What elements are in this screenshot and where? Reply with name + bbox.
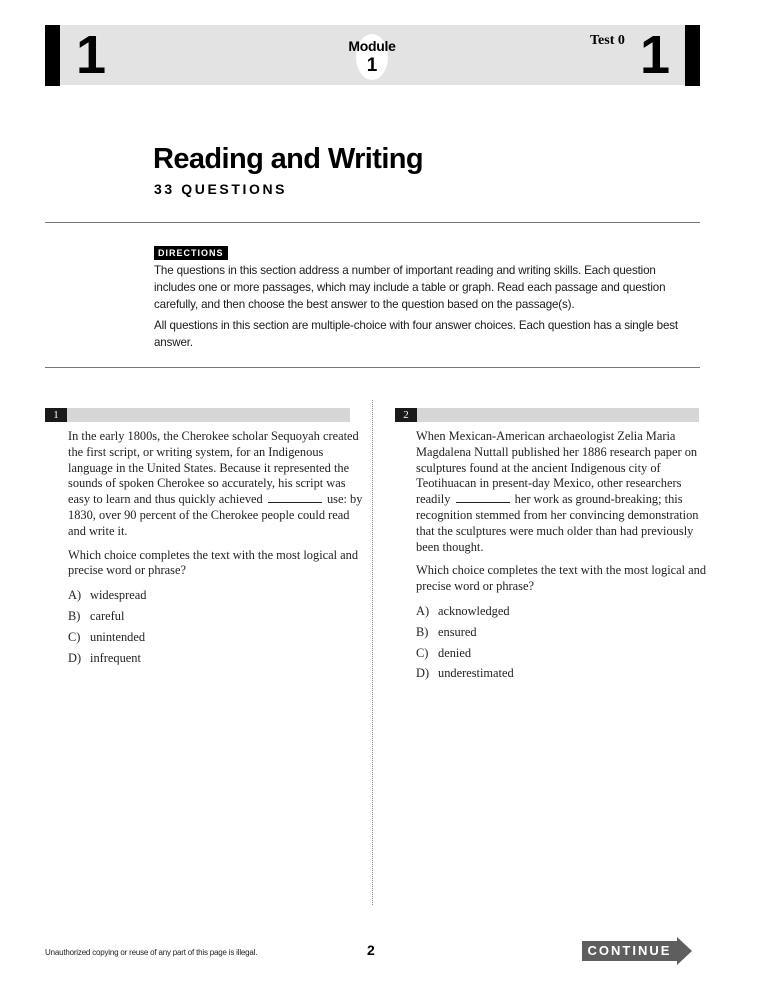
choice-b[interactable]	[416, 625, 716, 646]
section-number-right: 1	[640, 25, 671, 85]
question-2	[416, 429, 716, 687]
right-edge-bar	[685, 25, 700, 86]
question-1-number: 1	[45, 408, 67, 422]
directions-paragraph-1: The questions in this section address a number of important reading and writing skills. Each question includes one or more passages, which may include a table or graph. Read each passage and question carefully, and then choose the best answer to the question based on the passage(s).	[154, 264, 666, 311]
fill-in-blank	[268, 492, 322, 503]
divider-top	[45, 222, 700, 223]
section-number-left: 1	[76, 25, 107, 85]
choice-d[interactable]	[68, 651, 368, 672]
passage-text-after-blank: her work as ground-breaking; this recognition stemmed from her convincing demonstration that the sculptures were much older than had previously been thought.	[416, 492, 699, 554]
module-label: Module	[348, 38, 396, 54]
continue-label: CONTINUE	[587, 943, 672, 958]
column-divider	[372, 400, 373, 905]
divider-bottom	[45, 367, 700, 368]
left-edge-bar	[45, 25, 60, 86]
page-title: Reading and Writing	[153, 143, 424, 175]
question-1-prompt: Which choice completes the text with the most logical and precise word or phrase?	[68, 547, 359, 578]
question-2-prompt: Which choice completes the text with the most logical and precise word or phrase?	[416, 563, 707, 594]
question-count: 33 QUESTIONS	[154, 181, 288, 197]
directions-badge: DIRECTIONS	[154, 246, 228, 260]
choice-letter: B)	[68, 608, 81, 623]
choice-text: careful	[90, 608, 125, 623]
choice-text: widespread	[90, 588, 147, 603]
choice-a[interactable]	[68, 588, 368, 609]
question-2-number: 2	[395, 408, 417, 422]
choice-text: ensured	[438, 624, 477, 639]
question-1-choices	[68, 588, 368, 671]
choice-letter: A)	[416, 603, 430, 618]
question-2-header-bar	[395, 408, 699, 422]
choice-text: acknowledged	[438, 603, 510, 618]
fill-in-blank	[456, 492, 510, 503]
test-label: Test 0	[590, 33, 625, 48]
question-1-header-bar	[45, 408, 350, 422]
choice-a[interactable]	[416, 604, 716, 625]
choice-text: infrequent	[90, 650, 141, 665]
choice-letter: B)	[416, 624, 429, 639]
question-1-passage	[68, 429, 368, 540]
choice-letter: A)	[68, 588, 82, 603]
choice-letter: D)	[68, 650, 82, 665]
directions-paragraph-2: All questions in this section are multiple-choice with four answer choices. Each question has a single best answer.	[154, 319, 678, 349]
choice-b[interactable]	[68, 609, 368, 630]
module-number: 1	[366, 55, 378, 76]
choice-c[interactable]	[68, 630, 368, 651]
choice-letter: D)	[416, 666, 430, 681]
question-2-passage	[416, 429, 716, 555]
arrow-right-icon	[677, 937, 692, 965]
choice-text: denied	[438, 645, 472, 660]
choice-letter: C)	[68, 629, 81, 644]
continue-button[interactable]	[582, 937, 697, 965]
choice-d[interactable]	[416, 666, 716, 687]
question-1	[68, 429, 368, 671]
passage-text-before-blank: In the early 1800s, the Cherokee scholar Sequoyah created the first script, or writing system, for an Indigenous language in the United States. Because it represented the sounds of spoken Cherokee so accurately, his script was easy to learn and thus quickly achieved	[68, 429, 359, 507]
choice-c[interactable]	[416, 646, 716, 667]
passage-text-after-blank: use: by 1830, over 90 percent of the Cherokee people could read and write it.	[68, 492, 363, 538]
choice-text: unintended	[90, 629, 146, 644]
choice-text: underestimated	[438, 666, 514, 681]
passage-text-before-blank: When Mexican-American archaeologist Zelia Maria Magdalena Nuttall published her 1886 research paper on sculptures found at the ancient Indigenous city of Teotihuacan in present-day Mexico, other researchers readily	[416, 429, 698, 507]
choice-letter: C)	[416, 645, 429, 660]
copyright-note: Unauthorized copying or reuse of any part of this page is illegal.	[45, 948, 258, 957]
question-2-choices	[416, 604, 716, 687]
page-number: 2	[367, 942, 375, 958]
